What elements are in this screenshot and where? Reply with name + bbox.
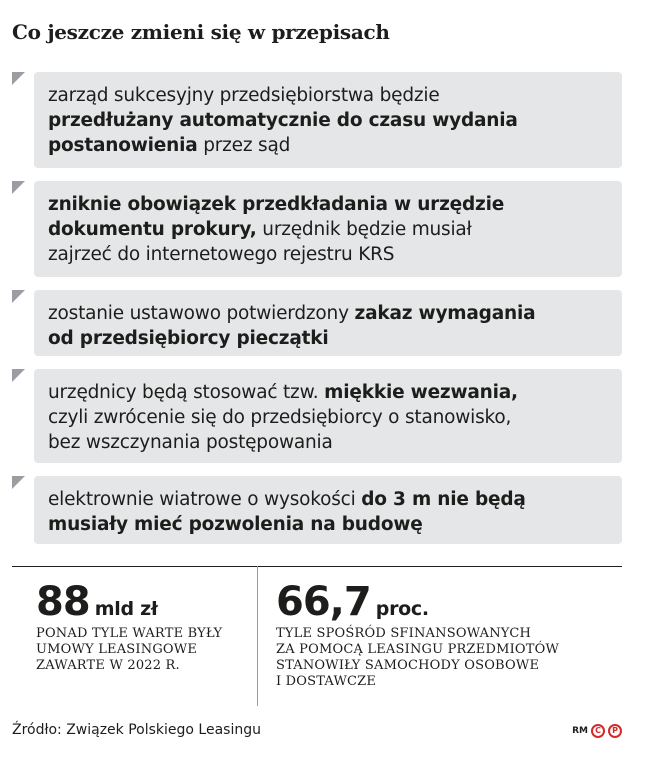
stat-desc-line: ZA POMOCĄ LEASINGU PRZEDMIOTÓW <box>276 642 560 657</box>
stats-divider <box>257 566 258 706</box>
item-text: urzędnik będzie musiał <box>256 219 472 240</box>
item-box <box>34 476 622 544</box>
item-box <box>34 181 622 277</box>
logo-p-icon: P <box>608 724 622 738</box>
stat-desc-line: PONAD TYLE WARTE BYŁY <box>36 626 223 641</box>
item-text-bold: dokumentu prokury, <box>48 219 257 240</box>
triangle-marker-icon <box>12 72 25 85</box>
item-text: urzędnicy będą stosować tzw. <box>48 382 325 403</box>
triangle-marker-icon <box>12 476 25 489</box>
item-text-bold: miękkie wezwania, <box>324 382 518 403</box>
list-item <box>12 369 622 463</box>
item-line <box>48 430 608 455</box>
stat-unit: mld zł <box>94 598 158 620</box>
item-line <box>48 512 608 537</box>
stat-description <box>36 626 222 674</box>
item-line <box>48 405 608 430</box>
stat-desc-line: UMOWY LEASINGOWE <box>36 642 198 657</box>
triangle-marker-icon <box>12 290 25 303</box>
stat-desc-line: I DOSTAWCZE <box>276 674 377 689</box>
stat-leasing-value <box>36 580 222 674</box>
item-text: elektrownie wiatrowe o wysokości <box>48 489 362 510</box>
item-text-bold: musiały mieć pozwolenia na budowę <box>48 514 423 535</box>
item-text: bez wszczynania postępowania <box>48 432 333 453</box>
item-text: przez sąd <box>197 135 291 156</box>
stat-headline <box>36 580 222 624</box>
item-text-bold: zakaz wymagania <box>354 303 536 324</box>
logo-rm-text: RM <box>572 726 588 736</box>
item-line <box>48 380 608 405</box>
item-line <box>48 108 608 133</box>
list-item <box>12 476 622 544</box>
source-note: Źródło: Związek Polskiego Leasingu <box>12 722 261 738</box>
item-line <box>48 301 608 326</box>
item-line <box>48 217 608 242</box>
item-box <box>34 72 622 168</box>
item-line <box>48 192 608 217</box>
rmcp-logo <box>572 724 622 738</box>
item-text-bold: zniknie obowiązek przedkładania w urzędzie <box>48 194 505 215</box>
item-line <box>48 242 608 267</box>
stat-number: 66,7 <box>276 579 371 625</box>
stat-headline <box>276 580 559 624</box>
item-box <box>34 290 622 356</box>
item-text: zostanie ustawowo potwierdzony <box>48 303 355 324</box>
triangle-marker-icon <box>12 369 25 382</box>
stat-desc-line: TYLE SPOŚRÓD SFINANSOWANYCH <box>276 626 532 641</box>
item-line <box>48 487 608 512</box>
stat-car-share <box>276 580 559 690</box>
item-text: czyli zwrócenie się do przedsiębiorcy o stanowisko, <box>48 407 512 428</box>
item-text-bold: przedłużany automatycznie do czasu wydania <box>48 110 518 131</box>
stat-desc-line: ZAWARTE W 2022 R. <box>36 658 180 673</box>
stat-description <box>276 626 559 690</box>
item-line <box>48 133 608 158</box>
item-text-bold: postanowienia <box>48 135 198 156</box>
item-line <box>48 83 608 108</box>
page-title: Co jeszcze zmieni się w przepisach <box>12 20 390 44</box>
item-line <box>48 326 608 351</box>
list-item <box>12 72 622 168</box>
list-item <box>12 290 622 356</box>
logo-c-icon: C <box>591 724 605 738</box>
list-item <box>12 181 622 277</box>
item-text: zarząd sukcesyjny przedsiębiorstwa będzie <box>48 85 440 106</box>
item-box <box>34 369 622 463</box>
item-text-bold: od przedsiębiorcy pieczątki <box>48 328 329 349</box>
item-text-bold: do 3 m nie będą <box>361 489 526 510</box>
stats-top-rule <box>12 566 622 567</box>
stat-desc-line: STANOWIŁY SAMOCHODY OSOBOWE <box>276 658 540 673</box>
triangle-marker-icon <box>12 181 25 194</box>
stat-number: 88 <box>36 579 90 625</box>
stat-unit: proc. <box>375 598 429 620</box>
item-text: zajrzeć do internetowego rejestru KRS <box>48 244 395 265</box>
